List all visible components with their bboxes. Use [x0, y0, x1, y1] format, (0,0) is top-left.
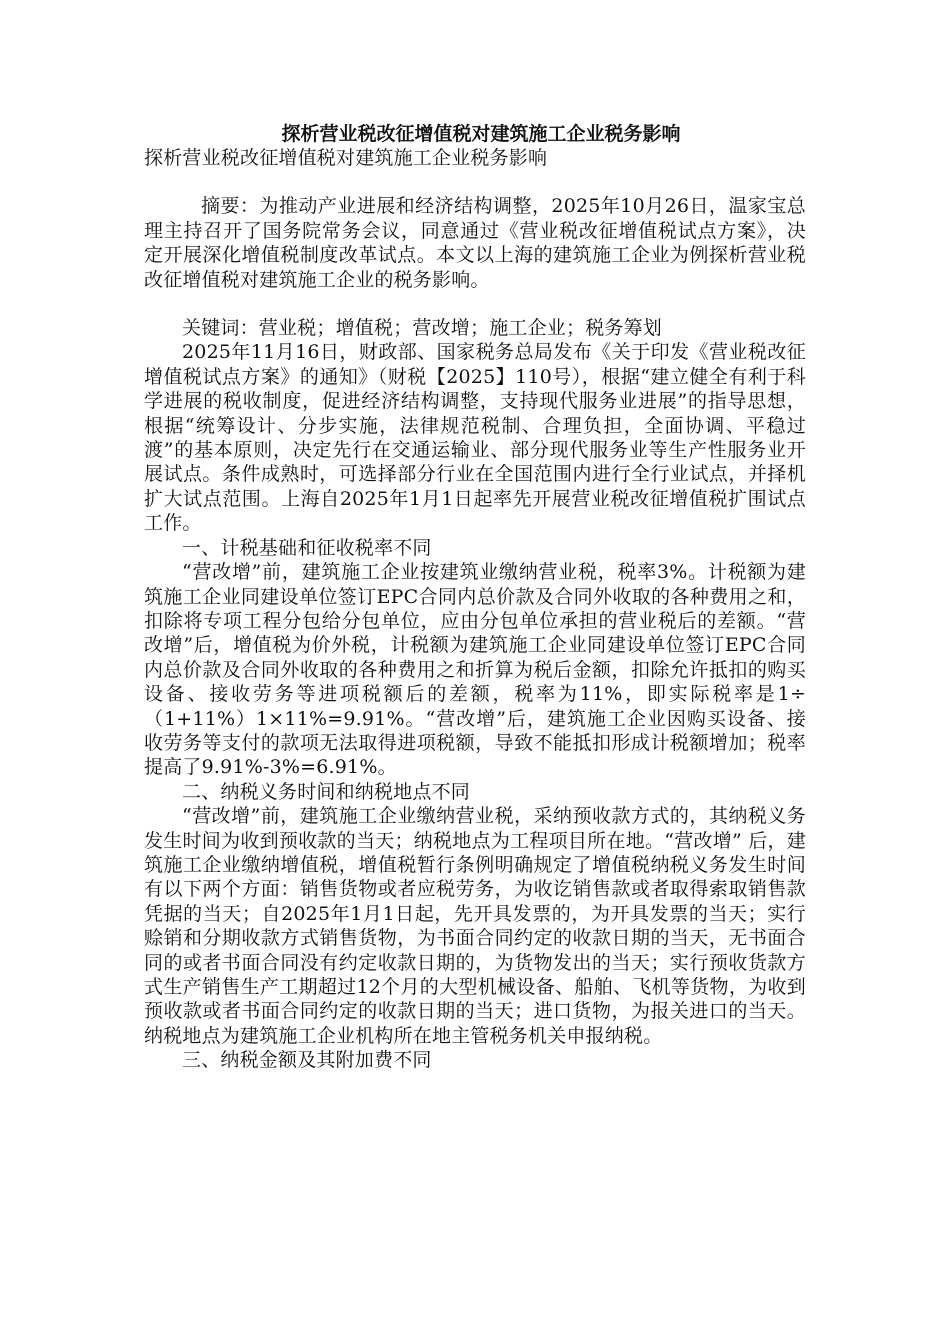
spacer	[144, 170, 806, 194]
document-subtitle: 探析营业税改征增值税对建筑施工企业税务影响	[144, 147, 548, 169]
intro-paragraph: 2025年11月16日，财政部、国家税务总局发布《关于印发《营业税改征增值税试点方案》的通知》（财税【2025】110号），根据“建立健全有利于科学进展的税收制度，促进经济结构调整，支持现代服务业进展”的指导思想，根据“统筹设计、分步实施，法律规范税制、合理负担，全面协调、平稳过渡”的基本原则，决定先行在交通运输业、部分现代服务业等生产性服务业开展试点。条件成熟时，可选择部分行业在全国范围内进行全行业试点，并择机扩大试点范围。上海自2025年1月1日起率先开展营业税改征增值税扩围试点工作。	[144, 341, 806, 535]
abstract-paragraph: 摘要：为推动产业进展和经济结构调整，2025年10月26日，温家宝总理主持召开了国务院常务会议，同意通过《营业税改征增值税试点方案》，决定开展深化增值税制度改革试点。本文以上海的建筑施工企业为例探析营业税改征增值税对建筑施工企业的税务影响。	[144, 195, 806, 291]
section-1-paragraph: “营改增”前，建筑施工企业按建筑业缴纳营业税，税率3%。计税额为建筑施工企业同建设单位签订EPC合同内总价款及合同外收取的各种费用之和，扣除将专项工程分包给分包单位，应由分包单位承担的营业税后的差额。“营改增”后，增值税为价外税，计税额为建筑施工企业同建设单位签订EPC合同内总价款及合同外收取的各种费用之和折算为税后金额，扣除允许抵扣的购买设备、接收劳务等进项税额后的差额，税率为11%，即实际税率是1÷（1+11%）1×11%=9.91%。“营改增”后，建筑施工企业因购买设备、接收劳务等支付的款项无法取得进项税额，导致不能抵扣形成计税额增加；税率提高了9.91%-3%=6.91%。	[144, 561, 806, 779]
section-2-heading: 二、纳税义务时间和纳税地点不同	[182, 780, 471, 803]
section-3-heading: 三、纳税金额及其附加费不同	[182, 1049, 432, 1072]
document-body	[144, 122, 806, 1073]
keywords-line: 关键词：营业税；增值税；营改增；施工企业；税务筹划	[182, 317, 663, 340]
spacer	[144, 292, 806, 316]
section-2-paragraph: “营改增”前，建筑施工企业缴纳营业税，采纳预收款方式的，其纳税义务发生时间为收到预收款的当天；纳税地点为工程项目所在地。“营改增” 后，建筑施工企业缴纳增值税，增值税暂行条例明确规定了增值税纳税义务发生时间有以下两个方面：销售货物或者应税劳务，为收讫销售款或者取得索取销售款凭据的当天；自2025年1月1日起，先开具发票的，为开具发票的当天；实行赊销和分期收款方式销售货物，为书面合同约定的收款日期的当天，无书面合同的或者书面合同没有约定收款日期的，为货物发出的当天；实行预收货款方式生产销售生产工期超过12个月的大型机械设备、船舶、飞机等货物，为收到预收款或者书面合同约定的收款日期的当天；进口货物，为报关进口的当天。纳税地点为建筑施工企业机构所在地主管税务机关申报纳税。	[144, 805, 806, 1047]
document-title: 探析营业税改征增值税对建筑施工企业税务影响	[281, 123, 681, 145]
section-1-heading: 一、计税基础和征收税率不同	[182, 536, 432, 559]
